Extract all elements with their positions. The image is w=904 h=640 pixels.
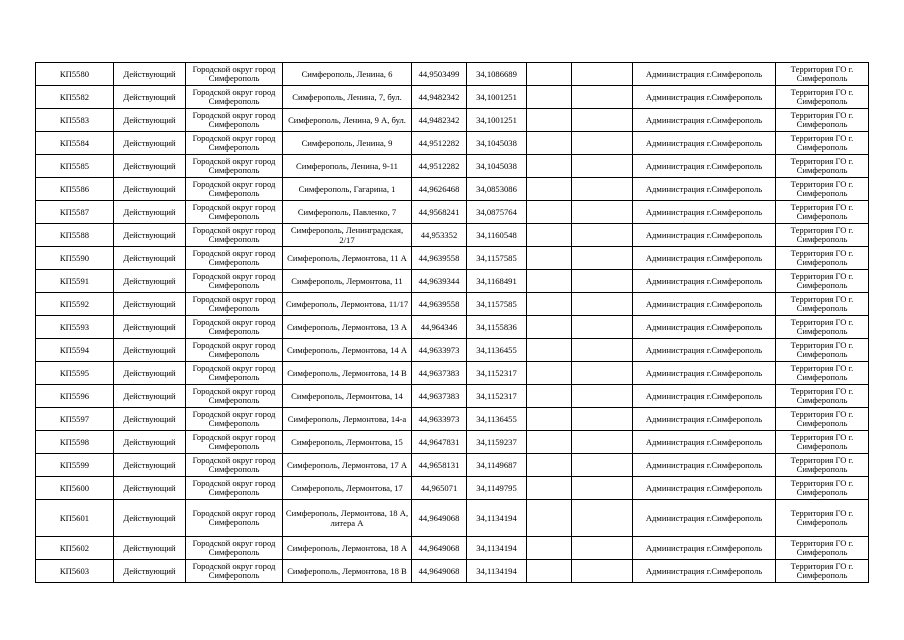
table-row (36, 86, 869, 109)
code-cell: КП5593 (36, 316, 114, 339)
longitude-cell: 34,1134194 (467, 500, 527, 537)
district-cell: Городской округ город Симферополь (186, 86, 283, 109)
empty-cell (572, 385, 633, 408)
status-cell: Действующий (114, 500, 186, 537)
territory-cell: Территория ГО г. Симферополь (776, 86, 869, 109)
empty-cell (572, 477, 633, 500)
address-cell: Симферополь, Ленина, 9 (283, 132, 412, 155)
empty-cell (527, 339, 572, 362)
territory-cell: Территория ГО г. Симферополь (776, 454, 869, 477)
district-cell: Городской округ город Симферополь (186, 247, 283, 270)
table-row (36, 247, 869, 270)
address-cell: Симферополь, Лермонтова, 15 (283, 431, 412, 454)
territory-cell: Территория ГО г. Симферополь (776, 109, 869, 132)
longitude-cell: 34,1149687 (467, 454, 527, 477)
territory-cell: Территория ГО г. Симферополь (776, 537, 869, 560)
longitude-cell: 34,1168491 (467, 270, 527, 293)
code-cell: КП5599 (36, 454, 114, 477)
territory-cell: Территория ГО г. Симферополь (776, 63, 869, 86)
latitude-cell: 44,964346 (412, 316, 467, 339)
code-cell: КП5602 (36, 537, 114, 560)
empty-cell (572, 270, 633, 293)
latitude-cell: 44,9568241 (412, 201, 467, 224)
latitude-cell: 44,9637383 (412, 385, 467, 408)
address-cell: Симферополь, Лермонтова, 14-а (283, 408, 412, 431)
latitude-cell: 44,9647831 (412, 431, 467, 454)
table-row (36, 477, 869, 500)
registry-table-body (36, 63, 869, 583)
longitude-cell: 34,1155836 (467, 316, 527, 339)
owner-cell: Администрация г.Симферополь (633, 500, 776, 537)
status-cell: Действующий (114, 431, 186, 454)
latitude-cell: 44,9482342 (412, 86, 467, 109)
latitude-cell: 44,9626468 (412, 178, 467, 201)
code-cell: КП5590 (36, 247, 114, 270)
latitude-cell: 44,9503499 (412, 63, 467, 86)
owner-cell: Администрация г.Симферополь (633, 537, 776, 560)
empty-cell (572, 454, 633, 477)
empty-cell (572, 86, 633, 109)
empty-cell (572, 109, 633, 132)
district-cell: Городской округ город Симферополь (186, 224, 283, 247)
longitude-cell: 34,1149795 (467, 477, 527, 500)
status-cell: Действующий (114, 270, 186, 293)
owner-cell: Администрация г.Симферополь (633, 454, 776, 477)
status-cell: Действующий (114, 224, 186, 247)
latitude-cell: 44,965071 (412, 477, 467, 500)
code-cell: КП5596 (36, 385, 114, 408)
owner-cell: Администрация г.Симферополь (633, 270, 776, 293)
code-cell: КП5592 (36, 293, 114, 316)
table-row (36, 155, 869, 178)
status-cell: Действующий (114, 454, 186, 477)
registry-table (35, 62, 869, 583)
code-cell: КП5582 (36, 86, 114, 109)
address-cell: Симферополь, Гагарина, 1 (283, 178, 412, 201)
longitude-cell: 34,0875764 (467, 201, 527, 224)
table-row (36, 63, 869, 86)
empty-cell (572, 201, 633, 224)
empty-cell (527, 293, 572, 316)
latitude-cell: 44,9639344 (412, 270, 467, 293)
address-cell: Симферополь, Лермонтова, 11 (283, 270, 412, 293)
territory-cell: Территория ГО г. Симферополь (776, 431, 869, 454)
status-cell: Действующий (114, 86, 186, 109)
address-cell: Симферополь, Лермонтова, 11 А (283, 247, 412, 270)
latitude-cell: 44,9512282 (412, 132, 467, 155)
table-row (36, 362, 869, 385)
address-cell: Симферополь, Лермонтова, 18 А (283, 537, 412, 560)
district-cell: Городской округ город Симферополь (186, 339, 283, 362)
longitude-cell: 34,1157585 (467, 293, 527, 316)
code-cell: КП5588 (36, 224, 114, 247)
latitude-cell: 44,9512282 (412, 155, 467, 178)
latitude-cell: 44,9637383 (412, 362, 467, 385)
owner-cell: Администрация г.Симферополь (633, 293, 776, 316)
longitude-cell: 34,1134194 (467, 537, 527, 560)
address-cell: Симферополь, Лермонтова, 18 А, литера А (283, 500, 412, 537)
table-row (36, 293, 869, 316)
longitude-cell: 34,1086689 (467, 63, 527, 86)
status-cell: Действующий (114, 109, 186, 132)
status-cell: Действующий (114, 247, 186, 270)
district-cell: Городской округ город Симферополь (186, 560, 283, 583)
latitude-cell: 44,9639558 (412, 293, 467, 316)
territory-cell: Территория ГО г. Симферополь (776, 270, 869, 293)
code-cell: КП5585 (36, 155, 114, 178)
owner-cell: Администрация г.Симферополь (633, 201, 776, 224)
status-cell: Действующий (114, 155, 186, 178)
territory-cell: Территория ГО г. Симферополь (776, 316, 869, 339)
status-cell: Действующий (114, 316, 186, 339)
empty-cell (527, 431, 572, 454)
table-row (36, 431, 869, 454)
latitude-cell: 44,9482342 (412, 109, 467, 132)
empty-cell (572, 224, 633, 247)
code-cell: КП5594 (36, 339, 114, 362)
district-cell: Городской округ город Симферополь (186, 431, 283, 454)
address-cell: Симферополь, Лермонтова, 17 (283, 477, 412, 500)
longitude-cell: 34,1045038 (467, 132, 527, 155)
empty-cell (572, 560, 633, 583)
latitude-cell: 44,9658131 (412, 454, 467, 477)
empty-cell (527, 86, 572, 109)
district-cell: Городской округ город Симферополь (186, 537, 283, 560)
status-cell: Действующий (114, 362, 186, 385)
territory-cell: Территория ГО г. Симферополь (776, 224, 869, 247)
owner-cell: Администрация г.Симферополь (633, 155, 776, 178)
longitude-cell: 34,1157585 (467, 247, 527, 270)
district-cell: Городской округ город Симферополь (186, 385, 283, 408)
code-cell: КП5587 (36, 201, 114, 224)
longitude-cell: 34,1001251 (467, 109, 527, 132)
code-cell: КП5598 (36, 431, 114, 454)
owner-cell: Администрация г.Симферополь (633, 339, 776, 362)
code-cell: КП5603 (36, 560, 114, 583)
territory-cell: Территория ГО г. Симферополь (776, 385, 869, 408)
table-row (36, 500, 869, 537)
owner-cell: Администрация г.Симферополь (633, 316, 776, 339)
longitude-cell: 34,1152317 (467, 362, 527, 385)
empty-cell (527, 201, 572, 224)
empty-cell (572, 339, 633, 362)
empty-cell (527, 155, 572, 178)
table-row (36, 560, 869, 583)
territory-cell: Территория ГО г. Симферополь (776, 339, 869, 362)
status-cell: Действующий (114, 293, 186, 316)
territory-cell: Территория ГО г. Симферополь (776, 178, 869, 201)
table-row (36, 132, 869, 155)
territory-cell: Территория ГО г. Симферополь (776, 477, 869, 500)
district-cell: Городской округ город Симферополь (186, 408, 283, 431)
empty-cell (527, 178, 572, 201)
longitude-cell: 34,1136455 (467, 339, 527, 362)
address-cell: Симферополь, Лермонтова, 13 А (283, 316, 412, 339)
territory-cell: Территория ГО г. Симферополь (776, 362, 869, 385)
owner-cell: Администрация г.Симферополь (633, 109, 776, 132)
empty-cell (527, 454, 572, 477)
owner-cell: Администрация г.Симферополь (633, 247, 776, 270)
latitude-cell: 44,9649068 (412, 500, 467, 537)
empty-cell (572, 431, 633, 454)
empty-cell (527, 408, 572, 431)
address-cell: Симферополь, Лермонтова, 14 А (283, 339, 412, 362)
empty-cell (572, 408, 633, 431)
district-cell: Городской округ город Симферополь (186, 63, 283, 86)
empty-cell (527, 270, 572, 293)
territory-cell: Территория ГО г. Симферополь (776, 201, 869, 224)
table-row (36, 109, 869, 132)
empty-cell (527, 385, 572, 408)
empty-cell (572, 155, 633, 178)
longitude-cell: 34,1159237 (467, 431, 527, 454)
owner-cell: Администрация г.Симферополь (633, 224, 776, 247)
district-cell: Городской округ город Симферополь (186, 109, 283, 132)
empty-cell (527, 109, 572, 132)
empty-cell (572, 178, 633, 201)
district-cell: Городской округ город Симферополь (186, 155, 283, 178)
latitude-cell: 44,953352 (412, 224, 467, 247)
longitude-cell: 34,1134194 (467, 560, 527, 583)
address-cell: Симферополь, Ленина, 9 А, бул. (283, 109, 412, 132)
district-cell: Городской округ город Симферополь (186, 454, 283, 477)
table-row (36, 537, 869, 560)
territory-cell: Территория ГО г. Симферополь (776, 155, 869, 178)
empty-cell (527, 537, 572, 560)
status-cell: Действующий (114, 477, 186, 500)
owner-cell: Администрация г.Симферополь (633, 362, 776, 385)
code-cell: КП5601 (36, 500, 114, 537)
territory-cell: Территория ГО г. Симферополь (776, 560, 869, 583)
empty-cell (527, 316, 572, 339)
empty-cell (572, 537, 633, 560)
owner-cell: Администрация г.Симферополь (633, 408, 776, 431)
longitude-cell: 34,1045038 (467, 155, 527, 178)
owner-cell: Администрация г.Симферополь (633, 132, 776, 155)
address-cell: Симферополь, Лермонтова, 17 А (283, 454, 412, 477)
territory-cell: Территория ГО г. Симферополь (776, 408, 869, 431)
code-cell: КП5600 (36, 477, 114, 500)
empty-cell (572, 362, 633, 385)
address-cell: Симферополь, Лермонтова, 18 В (283, 560, 412, 583)
empty-cell (527, 247, 572, 270)
code-cell: КП5591 (36, 270, 114, 293)
longitude-cell: 34,0853086 (467, 178, 527, 201)
code-cell: КП5584 (36, 132, 114, 155)
district-cell: Городской округ город Симферополь (186, 270, 283, 293)
table-row (36, 224, 869, 247)
code-cell: КП5597 (36, 408, 114, 431)
address-cell: Симферополь, Ленинградская, 2/17 (283, 224, 412, 247)
status-cell: Действующий (114, 537, 186, 560)
empty-cell (527, 132, 572, 155)
longitude-cell: 34,1152317 (467, 385, 527, 408)
district-cell: Городской округ город Симферополь (186, 500, 283, 537)
territory-cell: Территория ГО г. Симферополь (776, 500, 869, 537)
empty-cell (572, 247, 633, 270)
table-row (36, 385, 869, 408)
address-cell: Симферополь, Ленина, 7, бул. (283, 86, 412, 109)
empty-cell (527, 560, 572, 583)
status-cell: Действующий (114, 132, 186, 155)
empty-cell (572, 500, 633, 537)
status-cell: Действующий (114, 560, 186, 583)
owner-cell: Администрация г.Симферополь (633, 86, 776, 109)
territory-cell: Территория ГО г. Симферополь (776, 132, 869, 155)
latitude-cell: 44,9649068 (412, 560, 467, 583)
table-row (36, 454, 869, 477)
district-cell: Городской округ город Симферополь (186, 293, 283, 316)
owner-cell: Администрация г.Симферополь (633, 178, 776, 201)
table-row (36, 339, 869, 362)
table-row (36, 201, 869, 224)
address-cell: Симферополь, Павленко, 7 (283, 201, 412, 224)
address-cell: Симферополь, Лермонтова, 14 (283, 385, 412, 408)
empty-cell (572, 132, 633, 155)
longitude-cell: 34,1136455 (467, 408, 527, 431)
table-row (36, 270, 869, 293)
status-cell: Действующий (114, 339, 186, 362)
empty-cell (527, 477, 572, 500)
district-cell: Городской округ город Симферополь (186, 362, 283, 385)
empty-cell (572, 63, 633, 86)
district-cell: Городской округ город Симферополь (186, 178, 283, 201)
address-cell: Симферополь, Лермонтова, 14 В (283, 362, 412, 385)
longitude-cell: 34,1001251 (467, 86, 527, 109)
empty-cell (527, 500, 572, 537)
owner-cell: Администрация г.Симферополь (633, 385, 776, 408)
status-cell: Действующий (114, 385, 186, 408)
status-cell: Действующий (114, 201, 186, 224)
latitude-cell: 44,9639558 (412, 247, 467, 270)
owner-cell: Администрация г.Симферополь (633, 63, 776, 86)
owner-cell: Администрация г.Симферополь (633, 477, 776, 500)
district-cell: Городской округ город Симферополь (186, 477, 283, 500)
table-row (36, 178, 869, 201)
latitude-cell: 44,9649068 (412, 537, 467, 560)
latitude-cell: 44,9633973 (412, 339, 467, 362)
address-cell: Симферополь, Ленина, 9-11 (283, 155, 412, 178)
code-cell: КП5586 (36, 178, 114, 201)
district-cell: Городской округ город Симферополь (186, 316, 283, 339)
empty-cell (527, 63, 572, 86)
empty-cell (572, 293, 633, 316)
empty-cell (572, 316, 633, 339)
code-cell: КП5583 (36, 109, 114, 132)
status-cell: Действующий (114, 408, 186, 431)
table-row (36, 316, 869, 339)
status-cell: Действующий (114, 63, 186, 86)
code-cell: КП5580 (36, 63, 114, 86)
longitude-cell: 34,1160548 (467, 224, 527, 247)
owner-cell: Администрация г.Симферополь (633, 431, 776, 454)
owner-cell: Администрация г.Симферополь (633, 560, 776, 583)
code-cell: КП5595 (36, 362, 114, 385)
address-cell: Симферополь, Ленина, 6 (283, 63, 412, 86)
territory-cell: Территория ГО г. Симферополь (776, 293, 869, 316)
district-cell: Городской округ город Симферополь (186, 201, 283, 224)
empty-cell (527, 362, 572, 385)
district-cell: Городской округ город Симферополь (186, 132, 283, 155)
latitude-cell: 44,9633973 (412, 408, 467, 431)
address-cell: Симферополь, Лермонтова, 11/17 (283, 293, 412, 316)
empty-cell (527, 224, 572, 247)
status-cell: Действующий (114, 178, 186, 201)
territory-cell: Территория ГО г. Симферополь (776, 247, 869, 270)
table-row (36, 408, 869, 431)
